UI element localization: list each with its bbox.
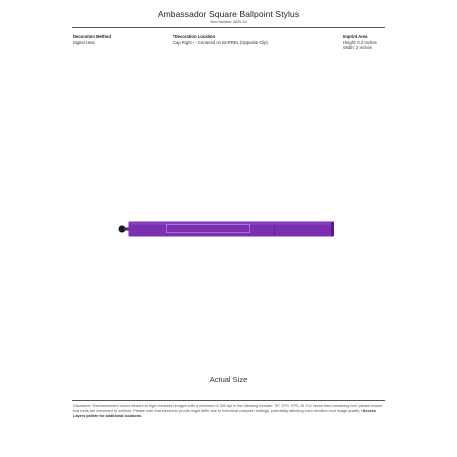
bottom-divider bbox=[72, 400, 385, 401]
disclaimer-text: Disclaimer: Recommended vector artwork at high-resolution images with a minimum of 300 dpi in the following formats: TIF, JPG, EPS, AI. For vector files containing text, please ensure that fonts are converted to outlines. Please note that electronic proofs might differ due to individual computer settings, potentially affecting color rendition and image quality. bbox=[73, 404, 383, 414]
decoration-method-label: Decoration Method bbox=[73, 34, 111, 39]
imprint-height: Height: 0.2 Inches bbox=[343, 39, 377, 45]
decoration-location-block bbox=[173, 34, 333, 45]
pen-image bbox=[118, 218, 338, 240]
imprint-width: Width: 2 Inches bbox=[343, 45, 372, 51]
disclaimer bbox=[73, 404, 385, 420]
imprint-area-block bbox=[343, 34, 403, 51]
top-divider bbox=[72, 27, 385, 28]
stylus-neck bbox=[124, 228, 129, 231]
layers-note: *Access Layers pallete for additional locations. bbox=[73, 409, 376, 419]
imprint-area-label: Imprint Area bbox=[343, 34, 368, 39]
decoration-method-value: Digital Heat bbox=[73, 39, 95, 45]
decoration-method-block bbox=[73, 34, 168, 45]
decoration-location-value: Cap Right - - Centered on BARREL (Opposite Clip) bbox=[173, 39, 268, 45]
item-number: Item Number: 0620-33 bbox=[210, 20, 247, 24]
pen-end-cap bbox=[331, 222, 334, 237]
decoration-location-label: *Decoration Location bbox=[173, 34, 216, 39]
actual-size-caption: Actual Size bbox=[209, 375, 248, 384]
page-title: Ambassador Square Ballpoint Stylus bbox=[157, 9, 300, 19]
